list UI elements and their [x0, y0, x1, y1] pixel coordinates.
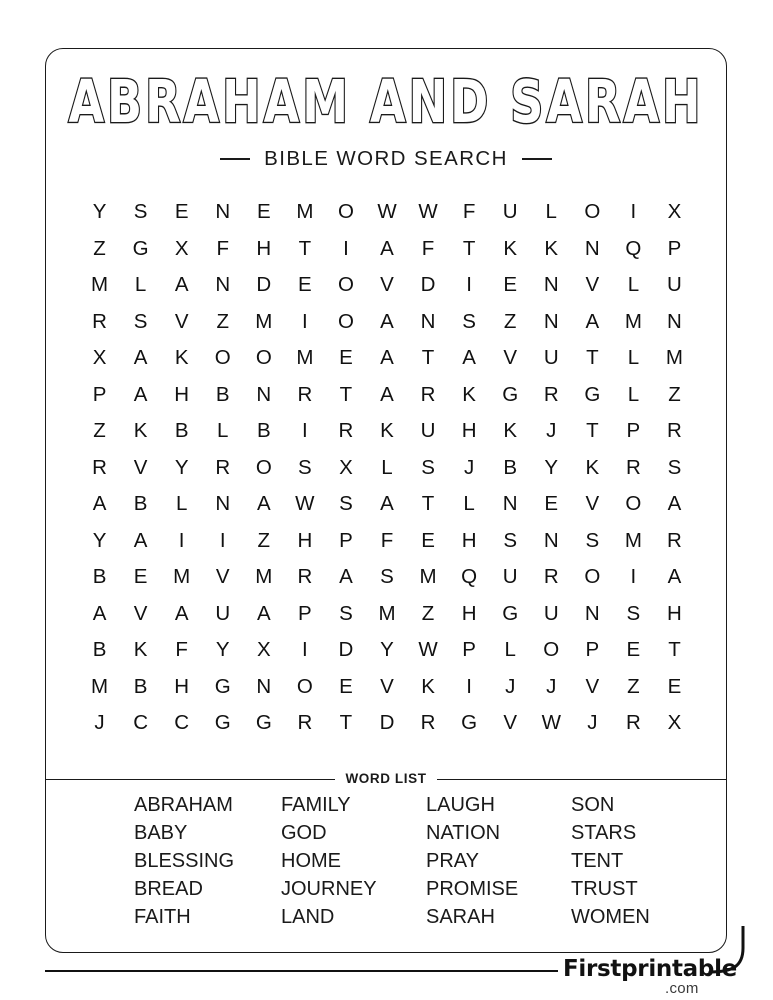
grid-cell[interactable]: L — [627, 346, 640, 369]
grid-cell[interactable]: R — [543, 565, 559, 588]
grid-cell[interactable]: V — [380, 273, 394, 296]
grid-cell[interactable]: T — [298, 236, 312, 260]
grid-cell[interactable]: Z — [627, 674, 640, 698]
grid-cell[interactable]: R — [625, 711, 641, 734]
grid-cell[interactable]: P — [667, 236, 682, 260]
grid-cell[interactable]: N — [502, 492, 518, 515]
grid-cell[interactable]: V — [585, 492, 600, 515]
grid-cell[interactable]: U — [502, 565, 518, 588]
wordlist-column — [426, 791, 571, 931]
grid-cell[interactable]: I — [630, 565, 637, 588]
grid-cell[interactable]: L — [217, 419, 229, 442]
grid-cell[interactable]: E — [256, 200, 271, 223]
grid-cell[interactable]: T — [421, 346, 435, 369]
grid-cell[interactable]: M — [173, 565, 191, 588]
grid-cell[interactable]: T — [586, 419, 599, 442]
grid-cell[interactable]: S — [585, 528, 600, 552]
grid-cell[interactable]: A — [256, 601, 271, 625]
grid-cell[interactable]: I — [178, 528, 185, 552]
grid-cell[interactable]: V — [215, 565, 230, 588]
grid-cell[interactable]: O — [337, 309, 354, 333]
grid-cell[interactable]: M — [378, 601, 396, 625]
grid-cell[interactable]: V — [133, 601, 148, 625]
grid-cell[interactable]: S — [298, 455, 312, 479]
grid-cell[interactable]: Z — [93, 236, 106, 260]
grid-cell[interactable]: A — [339, 565, 353, 588]
brand-name: Firstprintable — [563, 956, 737, 982]
grid-cell[interactable]: L — [545, 200, 557, 223]
grid-cell[interactable]: N — [543, 528, 559, 552]
grid-cell[interactable]: A — [380, 492, 394, 515]
grid-cell[interactable]: K — [133, 419, 148, 442]
grid-cell[interactable]: J — [505, 674, 516, 698]
grid-cell[interactable]: E — [544, 492, 559, 515]
grid-cell[interactable]: D — [256, 273, 272, 296]
grid-cell[interactable]: O — [337, 273, 354, 296]
grid-cell[interactable]: S — [462, 309, 476, 333]
grid-cell[interactable]: M — [255, 565, 273, 588]
grid-cell[interactable]: J — [94, 711, 105, 734]
grid-cell[interactable]: G — [132, 236, 149, 260]
grid-cell[interactable]: O — [337, 200, 354, 223]
grid-cell[interactable]: K — [585, 455, 600, 479]
grid-cell[interactable]: A — [667, 565, 682, 588]
grid-cell[interactable]: S — [339, 492, 353, 515]
grid-cell[interactable]: A — [380, 236, 394, 260]
puzzle-sheet-frame — [45, 48, 727, 953]
grid-cell[interactable]: R — [215, 455, 231, 479]
grid-cell[interactable]: H — [297, 528, 313, 552]
grid-cell[interactable]: Y — [92, 528, 107, 552]
grid-cell[interactable]: N — [215, 200, 231, 223]
grid-cell[interactable]: N — [543, 309, 559, 333]
grid-cell[interactable]: H — [256, 236, 272, 260]
grid-cell[interactable]: E — [133, 565, 148, 588]
grid-cell[interactable]: G — [214, 674, 231, 698]
grid-cell[interactable]: N — [667, 309, 682, 333]
grid-cell[interactable]: R — [92, 455, 107, 479]
word-list-item[interactable]: LAUGH — [426, 794, 495, 816]
grid-cell[interactable]: P — [298, 601, 312, 625]
word-list-item[interactable]: WOMEN — [571, 906, 650, 928]
grid-cell[interactable]: R — [667, 419, 682, 442]
grid-cell[interactable]: X — [92, 346, 107, 369]
grid-cell[interactable]: T — [339, 382, 353, 406]
grid-cell[interactable]: A — [92, 601, 107, 625]
grid-cell[interactable]: B — [133, 674, 148, 698]
grid-cell[interactable]: V — [174, 309, 189, 333]
word-list-item[interactable]: PROMISE — [426, 878, 519, 900]
grid-cell[interactable]: C — [174, 711, 190, 734]
wordlist-columns — [134, 791, 694, 931]
grid-cell[interactable]: B — [503, 455, 518, 479]
letter-grid[interactable] — [79, 194, 695, 742]
grid-cell[interactable]: G — [502, 601, 519, 625]
grid-cell[interactable]: A — [380, 309, 394, 333]
wordlist-divider — [46, 772, 726, 787]
divider-line-right — [437, 779, 726, 781]
grid-cell[interactable]: U — [543, 346, 559, 369]
grid-cell[interactable]: S — [133, 200, 148, 223]
grid-cell[interactable]: O — [255, 346, 272, 369]
grid-cell[interactable]: L — [381, 455, 393, 479]
grid-cell[interactable]: R — [92, 309, 107, 333]
grid-cell[interactable]: Y — [380, 638, 394, 661]
grid-cell[interactable]: R — [297, 711, 313, 734]
grid-cell[interactable]: N — [215, 273, 231, 296]
grid-cell[interactable]: I — [630, 200, 637, 223]
brand-tld: .com — [665, 980, 699, 997]
grid-cell[interactable]: M — [665, 346, 683, 369]
grid-cell[interactable]: M — [90, 674, 109, 698]
grid-cell[interactable]: A — [133, 528, 148, 552]
grid-cell[interactable]: L — [463, 492, 475, 515]
grid-cell[interactable]: F — [421, 236, 435, 260]
grid-cell[interactable]: I — [466, 273, 472, 296]
grid-cell[interactable]: F — [380, 528, 394, 552]
grid-cell[interactable]: F — [175, 638, 188, 661]
grid-cell[interactable]: X — [667, 200, 682, 223]
grid-cell[interactable]: F — [462, 200, 476, 223]
grid-cell[interactable]: K — [503, 419, 518, 442]
word-list-item[interactable]: SON — [571, 794, 615, 816]
grid-cell[interactable]: J — [546, 674, 557, 698]
grid-cell[interactable]: B — [174, 419, 189, 442]
grid-cell[interactable]: N — [543, 273, 559, 296]
grid-cell[interactable]: P — [462, 638, 476, 661]
grid-cell[interactable]: V — [585, 273, 600, 296]
grid-cell[interactable]: V — [133, 455, 148, 479]
grid-cell[interactable]: O — [214, 346, 231, 369]
grid-cell[interactable]: A — [585, 309, 600, 333]
grid-cell[interactable]: O — [543, 638, 560, 661]
grid-cell[interactable]: X — [256, 638, 271, 661]
grid-cell[interactable]: T — [339, 711, 353, 734]
grid-cell[interactable]: K — [174, 346, 189, 369]
grid-cell[interactable]: A — [380, 382, 394, 406]
grid-cell[interactable]: E — [339, 674, 353, 698]
word-list-item[interactable]: HOME — [281, 850, 341, 872]
grid-cell[interactable]: N — [584, 601, 600, 625]
grid-cell[interactable]: P — [626, 419, 641, 442]
grid-cell[interactable]: U — [543, 601, 559, 625]
wordlist-column — [571, 791, 694, 931]
grid-cell[interactable]: P — [92, 382, 107, 406]
grid-cell[interactable]: B — [133, 492, 148, 515]
grid-cell[interactable]: K — [380, 419, 394, 442]
grid-cell[interactable]: S — [667, 455, 682, 479]
grid-cell[interactable]: R — [625, 455, 641, 479]
grid-cell[interactable]: X — [667, 711, 682, 734]
word-list-item[interactable]: FAMILY — [281, 794, 351, 816]
grid-cell[interactable]: P — [585, 638, 600, 661]
grid-cell[interactable]: M — [624, 528, 642, 552]
grid-cell[interactable]: S — [626, 601, 641, 625]
grid-cell[interactable]: S — [339, 601, 353, 625]
grid-cell[interactable]: X — [339, 455, 353, 479]
grid-cell[interactable]: B — [92, 565, 107, 588]
grid-cell[interactable]: G — [502, 382, 519, 406]
grid-cell[interactable]: Y — [92, 200, 107, 223]
grid-cell[interactable]: N — [420, 309, 436, 333]
word-list-item[interactable]: NATION — [426, 822, 501, 844]
grid-cell[interactable]: N — [256, 382, 272, 406]
grid-cell[interactable]: S — [503, 528, 518, 552]
grid-cell[interactable]: I — [466, 674, 472, 698]
grid-cell[interactable]: N — [256, 674, 272, 698]
grid-cell[interactable]: K — [544, 236, 559, 260]
grid-cell[interactable]: Z — [421, 601, 435, 625]
subtitle-dash-left-icon — [220, 158, 250, 160]
grid-cell[interactable]: V — [380, 674, 394, 698]
word-list-item[interactable]: BLESSING — [134, 850, 235, 872]
grid-cell[interactable]: O — [584, 565, 601, 588]
grid-cell[interactable]: E — [298, 273, 312, 296]
brand-swoosh-icon — [707, 926, 751, 978]
grid-cell[interactable]: L — [134, 273, 147, 296]
grid-cell[interactable]: E — [503, 273, 518, 296]
grid-cell[interactable]: M — [419, 565, 437, 588]
grid-cell[interactable]: T — [586, 346, 599, 369]
grid-cell[interactable]: W — [377, 200, 397, 223]
word-list-item[interactable]: TRUST — [571, 878, 638, 900]
page-title: ABRAHAM AND SARAH — [68, 67, 704, 137]
word-list-item[interactable]: ABRAHAM — [134, 794, 233, 816]
brand-rule-line — [45, 970, 558, 972]
grid-cell[interactable]: W — [541, 711, 561, 734]
grid-cell[interactable]: N — [215, 492, 231, 515]
grid-cell[interactable]: O — [584, 200, 601, 223]
grid-cell[interactable]: R — [543, 382, 559, 406]
grid-cell[interactable]: T — [462, 236, 476, 260]
grid-cell[interactable]: E — [174, 200, 189, 223]
grid-cell[interactable]: M — [624, 309, 642, 333]
grid-cell[interactable]: B — [215, 382, 230, 406]
grid-cell[interactable]: A — [92, 492, 107, 515]
grid-cell[interactable]: A — [174, 601, 189, 625]
grid-cell[interactable]: A — [133, 346, 148, 369]
grid-cell[interactable]: V — [585, 674, 600, 698]
grid-cell[interactable]: M — [296, 200, 314, 223]
grid-cell[interactable]: M — [296, 346, 314, 369]
grid-cell[interactable]: T — [421, 492, 435, 515]
grid-cell[interactable]: A — [256, 492, 271, 515]
wordlist-column — [281, 791, 426, 931]
grid-cell[interactable]: E — [421, 528, 435, 552]
grid-cell[interactable]: G — [214, 711, 231, 734]
grid-cell[interactable]: E — [339, 346, 353, 369]
grid-cell[interactable]: Q — [461, 565, 478, 588]
grid-cell[interactable]: X — [174, 236, 189, 260]
grid-cell[interactable]: T — [668, 638, 681, 661]
word-list-item[interactable]: BREAD — [134, 878, 203, 900]
grid-cell[interactable]: A — [174, 273, 189, 296]
grid-cell[interactable]: W — [418, 200, 438, 223]
grid-cell[interactable]: O — [625, 492, 642, 515]
grid-cell[interactable]: H — [174, 674, 190, 698]
grid-cell[interactable]: C — [133, 711, 148, 734]
subtitle-dash-right-icon — [522, 158, 552, 160]
wordlist-column — [134, 791, 281, 931]
grid-cell[interactable]: E — [626, 638, 641, 661]
puzzle-header — [46, 67, 726, 171]
grid-cell[interactable]: V — [503, 711, 518, 734]
grid-cell[interactable]: Y — [544, 455, 559, 479]
grid-cell[interactable]: G — [461, 711, 478, 734]
grid-cell[interactable]: E — [667, 674, 682, 698]
subtitle-row — [46, 147, 726, 171]
grid-cell[interactable]: Y — [174, 455, 189, 479]
grid-cell[interactable]: G — [584, 382, 601, 406]
grid-cell[interactable]: B — [256, 419, 271, 442]
grid-cell[interactable]: L — [627, 273, 640, 296]
word-list-item[interactable]: JOURNEY — [281, 878, 377, 900]
grid-cell[interactable]: Y — [215, 638, 230, 661]
grid-cell[interactable]: L — [504, 638, 516, 661]
grid-cell[interactable]: O — [296, 674, 313, 698]
grid-cell[interactable]: K — [462, 382, 476, 406]
grid-cell[interactable]: H — [461, 601, 477, 625]
grid-cell[interactable]: A — [133, 382, 148, 406]
grid-cell[interactable]: U — [420, 419, 436, 442]
grid-cell[interactable]: D — [338, 638, 354, 661]
grid-cell[interactable]: A — [380, 346, 394, 369]
grid-cell[interactable]: P — [339, 528, 353, 552]
grid-cell[interactable]: K — [133, 638, 148, 661]
grid-cell[interactable]: J — [546, 419, 557, 442]
word-list-item[interactable]: FAITH — [134, 906, 191, 928]
grid-cell[interactable]: I — [302, 309, 308, 333]
grid-cell[interactable]: H — [461, 528, 477, 552]
grid-cell[interactable]: M — [90, 273, 109, 296]
grid-cell[interactable]: R — [297, 565, 313, 588]
grid-cell[interactable]: Z — [668, 382, 681, 406]
grid-cell[interactable]: A — [667, 492, 682, 515]
divider-line-left — [46, 779, 335, 781]
word-list-item[interactable]: STARS — [571, 822, 637, 844]
grid-cell[interactable]: L — [175, 492, 188, 515]
grid-cell[interactable]: R — [297, 382, 313, 406]
grid-cell[interactable]: O — [255, 455, 272, 479]
grid-cell[interactable]: I — [302, 638, 308, 661]
grid-cell[interactable]: U — [215, 601, 231, 625]
wordlist-heading: WORD LIST — [345, 771, 427, 786]
grid-cell[interactable]: J — [464, 455, 475, 479]
grid-cell[interactable]: S — [421, 455, 435, 479]
grid-cell[interactable]: W — [418, 638, 438, 661]
grid-cell[interactable]: Q — [625, 236, 642, 260]
grid-cell[interactable]: Z — [503, 309, 517, 333]
word-list-item[interactable]: BABY — [134, 822, 188, 844]
grid-cell[interactable]: F — [216, 236, 229, 260]
footer-brand — [45, 952, 735, 1000]
grid-cell[interactable]: I — [343, 236, 349, 260]
grid-cell[interactable]: J — [587, 711, 598, 734]
grid-cell[interactable]: M — [255, 309, 273, 333]
grid-cell[interactable]: Z — [93, 419, 106, 442]
grid-cell[interactable]: A — [462, 346, 476, 369]
word-list-item[interactable]: TENT — [571, 850, 624, 872]
grid-cell[interactable]: R — [667, 528, 682, 552]
word-list-item[interactable]: PRAY — [426, 850, 479, 872]
grid-cell[interactable]: U — [667, 273, 682, 296]
grid-cell[interactable]: H — [461, 419, 477, 442]
grid-cell[interactable]: H — [667, 601, 682, 625]
grid-cell[interactable]: R — [420, 711, 436, 734]
grid-cell[interactable]: K — [503, 236, 518, 260]
grid-cell[interactable]: S — [380, 565, 394, 588]
grid-cell[interactable]: Z — [216, 309, 229, 333]
grid-cell[interactable]: I — [219, 528, 226, 552]
grid-cell[interactable]: I — [302, 419, 308, 442]
grid-cell[interactable]: N — [584, 236, 600, 260]
grid-cell[interactable]: R — [420, 382, 436, 406]
grid-cell[interactable]: W — [295, 492, 315, 515]
word-list-item[interactable]: LAND — [281, 906, 335, 928]
word-list-item[interactable]: SARAH — [426, 906, 495, 928]
word-list-item[interactable]: GOD — [281, 822, 327, 844]
grid-cell[interactable]: D — [379, 711, 395, 734]
grid-cell[interactable]: R — [338, 419, 354, 442]
puzzle-subtitle: BIBLE WORD SEARCH — [264, 147, 508, 171]
grid-cell[interactable]: D — [420, 273, 436, 296]
grid-cell[interactable]: B — [92, 638, 107, 661]
grid-cell[interactable]: K — [421, 674, 435, 698]
grid-cell[interactable]: H — [174, 382, 190, 406]
grid-cell[interactable]: V — [503, 346, 518, 369]
grid-cell[interactable]: S — [133, 309, 148, 333]
grid-cell[interactable]: G — [255, 711, 272, 734]
grid-cell[interactable]: U — [502, 200, 518, 223]
grid-cell[interactable]: L — [627, 382, 640, 406]
grid-cell[interactable]: Z — [257, 528, 271, 552]
